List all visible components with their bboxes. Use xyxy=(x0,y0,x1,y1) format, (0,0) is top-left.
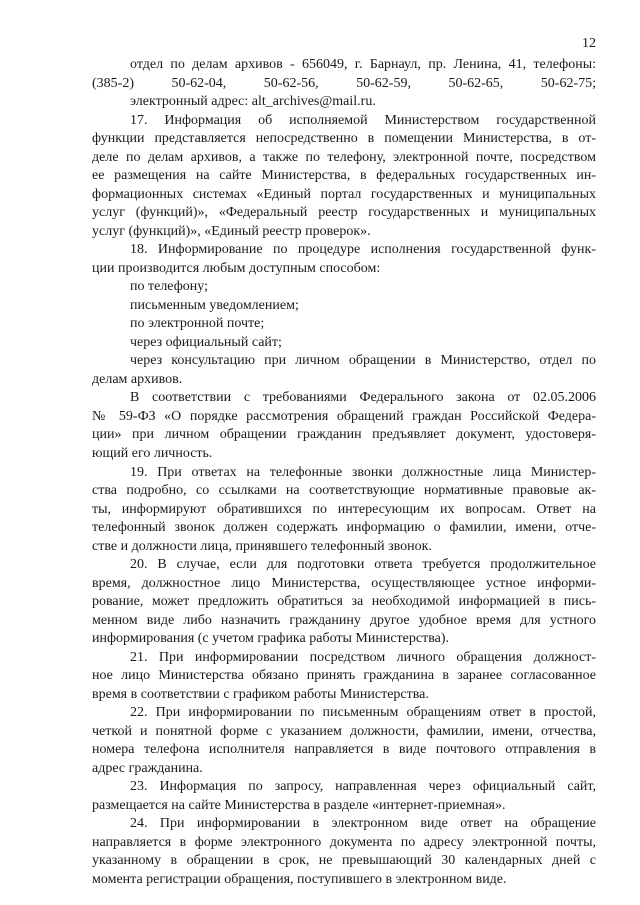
text-line: услуг (функций)», «Единый реестр проверок». xyxy=(92,224,371,239)
text-line: 22. При информировании по письменным обращениям ответ в простой, xyxy=(130,705,596,720)
text-line: деле по делам архивов, а также по телефону, электронной почте, посредством xyxy=(92,150,596,165)
list-item: по телефону; xyxy=(130,279,208,294)
page-number: 12 xyxy=(582,36,596,51)
text-line: делам архивов. xyxy=(92,372,183,387)
text-line: указанному в обращении в срок, не превышающий 30 календарных дней с xyxy=(92,853,596,868)
text-line: менном виде либо назначить гражданину другое удобное время для устного xyxy=(92,613,596,628)
text-line: 19. При ответах на телефонные звонки должностные лица Министер- xyxy=(130,465,596,480)
text-line: 21. При информировании посредством личного обращения должност- xyxy=(130,650,596,665)
text-line: ции производится любым доступным способом: xyxy=(92,261,381,276)
text-line: В соответствии с требованиями Федерального закона от 02.05.2006 xyxy=(130,390,596,405)
list-item: через консультацию при личном обращении в Министерство, отдел по xyxy=(130,353,596,368)
text-line: четкой и понятной форме с указанием должности, фамилии, имени, отчества, xyxy=(92,724,596,739)
text-line: время в соответствии с графиком работы Министерства. xyxy=(92,687,429,702)
text-line: ющий его личность. xyxy=(92,446,213,461)
text-line: информирования (с учетом графика работы Министерства). xyxy=(92,631,450,646)
text-line: ции» при личном обращении гражданин предъявляет документ, удостоверя- xyxy=(92,427,596,442)
text-line: 17. Информация об исполняемой Министерством государственной xyxy=(130,113,596,128)
text-line: ное лицо Министерства обязано принять гражданина в заранее согласованное xyxy=(92,668,596,683)
text-line: ее размещения на сайте Министерства, в федеральных государственных ин- xyxy=(92,168,596,183)
text-line: 20. В случае, если для подготовки ответа требуется продолжительное xyxy=(130,557,596,572)
text-line: (385-2) 50-62-04, 50-62-56, 50-62-59, 50-62-65, 50-62-75; xyxy=(92,76,596,91)
text-line: ты, информируют обратившихся по интересующим их вопросам. Ответ на xyxy=(92,502,596,517)
text-line: формационных системах «Единый портал государственных и муниципальных xyxy=(92,187,596,202)
text-line: телефонный звонок должен содержать информацию о фамилии, имени, отче- xyxy=(92,520,596,535)
text-line: отдел по делам архивов - 656049, г. Барнаул, пр. Ленина, 41, телефоны: xyxy=(130,57,596,72)
list-item: по электронной почте; xyxy=(130,316,265,331)
text-line: номера телефона исполнителя направляется в виде почтового отправления в xyxy=(92,742,596,757)
text-line: направляется в форме электронного документа по адресу электронной почты, xyxy=(92,835,596,850)
list-item: через официальный сайт; xyxy=(130,335,282,350)
text-line: 23. Информация по запросу, направленная через официальный сайт, xyxy=(130,779,596,794)
text-line: рование, может предложить обратиться за необходимой информацией в пись- xyxy=(92,594,596,609)
text-line: стве и должности лица, принявшего телефонный звонок. xyxy=(92,539,432,554)
text-line: 18. Информирование по процедуре исполнения государственной функ- xyxy=(130,242,596,257)
text-line: момента регистрации обращения, поступившего в электронном виде. xyxy=(92,872,507,887)
text-line: время, должностное лицо Министерства, осуществляющее устное информи- xyxy=(92,576,596,591)
text-line: № 59-ФЗ «О порядке рассмотрения обращений граждан Российской Федера- xyxy=(92,409,596,424)
text-line: услуг (функций)», «Федеральный реестр государственных и муниципальных xyxy=(92,205,596,220)
text-line: ства подробно, со ссылками на соответствующие нормативные правовые ак- xyxy=(92,483,596,498)
list-item: письменным уведомлением; xyxy=(130,298,299,313)
text-line: электронный адрес: alt_archives@mail.ru. xyxy=(130,94,376,109)
text-line: адрес гражданина. xyxy=(92,761,203,776)
text-line: функции представляется непосредственно в помещении Министерства, в от- xyxy=(92,131,596,146)
text-line: размещается на сайте Министерства в разделе «интернет-приемная». xyxy=(92,798,506,813)
text-line: 24. При информировании в электронном виде ответ на обращение xyxy=(130,816,596,831)
